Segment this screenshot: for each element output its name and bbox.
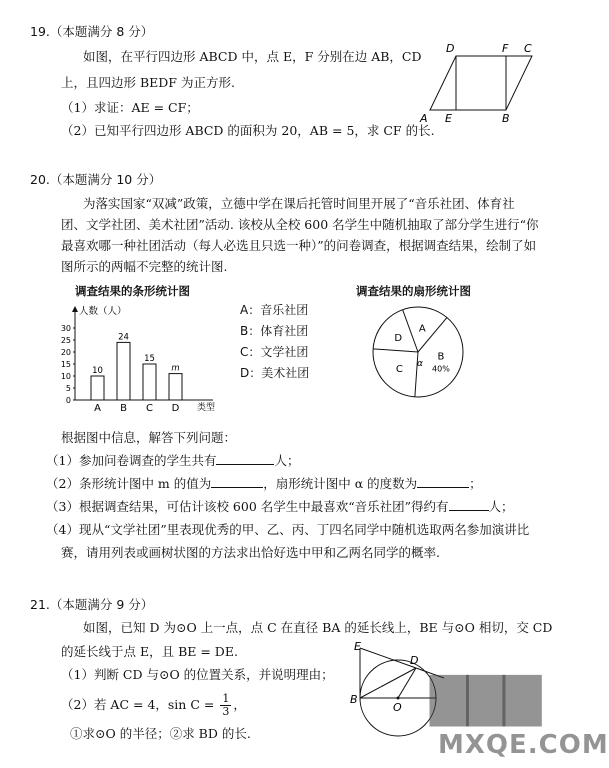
label-D2: D bbox=[410, 654, 419, 667]
q20-item1 bbox=[46, 451, 299, 469]
watermark-seal: ▇▇▇ bbox=[430, 668, 540, 726]
y-tick-label: 25 bbox=[60, 336, 71, 345]
legend-item-c: C：文学社团 bbox=[240, 345, 309, 359]
pie-chart-title: 调查结果的扇形统计图 bbox=[356, 284, 471, 298]
label-B2: B bbox=[350, 693, 358, 706]
pie-slice-label-A: A bbox=[418, 323, 426, 335]
pie-angle-label: α bbox=[417, 359, 423, 369]
q21-item2-text: （2）若 AC = 4，sin C = bbox=[61, 697, 215, 712]
fraction-denominator: 3 bbox=[222, 705, 230, 718]
label-C: C bbox=[524, 42, 532, 55]
q20-item2-tail: ； bbox=[469, 476, 482, 491]
label-E2: E bbox=[354, 640, 361, 653]
q20-para-4: 图所示的两幅不完整的统计图. bbox=[61, 259, 228, 274]
bar-chart bbox=[55, 300, 225, 418]
x-tick-label-B: B bbox=[120, 403, 127, 414]
sin-fraction bbox=[220, 693, 231, 718]
y-tick-label: 5 bbox=[65, 384, 71, 393]
q20-item3-tail: 人； bbox=[488, 499, 514, 514]
legend-item-b: B：体育社团 bbox=[240, 324, 309, 338]
y-axis-arrow bbox=[72, 306, 78, 312]
bar-chart-title: 调查结果的条形统计图 bbox=[75, 284, 190, 298]
legend bbox=[240, 300, 309, 384]
bar-A bbox=[91, 376, 104, 400]
q20-item2-mid: ，扇形统计图中 α 的度数为 bbox=[263, 476, 418, 491]
q20-prompt: 根据图中信息，解答下列问题： bbox=[61, 430, 237, 445]
pie-slice-label-D: D bbox=[394, 333, 403, 345]
q19-header: 19.（本题满分 8 分） bbox=[30, 24, 154, 39]
y-tick-label: 10 bbox=[60, 372, 71, 381]
y-tick-label: 30 bbox=[60, 324, 71, 333]
q19-item1: （1）求证：AE = CF； bbox=[61, 100, 199, 115]
q20-item2 bbox=[46, 474, 482, 492]
pie-slice-label-B: B bbox=[437, 351, 445, 363]
q20-para-3: 最喜欢哪一种社团活动（每人必选且只选一种）”的问卷调查，根据调查结果，绘制了如 bbox=[61, 238, 537, 253]
x-tick-label-D: D bbox=[171, 403, 180, 414]
q20-item4a: （4）现从“文学社团”里表现优秀的甲、乙、丙、丁四名同学中随机选取两名参加演讲比 bbox=[46, 522, 530, 537]
fraction-numerator: 1 bbox=[222, 692, 230, 705]
pie-chart bbox=[368, 302, 468, 402]
pie-percent-label-B: 40% bbox=[432, 364, 450, 374]
bar-B bbox=[117, 342, 130, 400]
q20-item1-tail: 人； bbox=[274, 453, 300, 468]
q21-item1: （1）判断 CD 与⊙O 的位置关系，并说明理由； bbox=[61, 667, 334, 682]
answer-blank-2[interactable] bbox=[211, 475, 263, 488]
q20-item4b: 赛，请用列表或画树状图的方法求出恰好选中甲和乙两名同学的概率. bbox=[61, 545, 440, 560]
answer-blank-3[interactable] bbox=[417, 475, 469, 488]
label-D: D bbox=[446, 42, 455, 55]
y-tick-label: 15 bbox=[60, 360, 71, 369]
q19-line1: 如图，在平行四边形 ABCD 中，点 E，F 分别在边 AB，CD bbox=[83, 49, 422, 64]
x-axis-label: 类型 bbox=[197, 403, 216, 413]
q20-item3 bbox=[46, 497, 514, 515]
bar-D bbox=[169, 374, 182, 400]
q21-line1: 如图，已知 D 为⊙O 上一点，点 C 在直径 BA 的延长线上，BE 与⊙O 相切，交 CD bbox=[83, 620, 553, 635]
q19-item2: （2）已知平行四边形 ABCD 的面积为 20，AB = 5，求 CF 的长. bbox=[61, 123, 435, 138]
bar-value-label-C: 15 bbox=[144, 354, 155, 364]
q20-para-1: 为落实国家“双减”政策，立德中学在课后托管时间里开展了“音乐社团、体育社 bbox=[83, 196, 515, 211]
bar-C bbox=[143, 364, 156, 400]
label-F: F bbox=[502, 42, 509, 55]
q19-line2: 上，且四边形 BEDF 为正方形. bbox=[61, 75, 235, 90]
q21-line2: 的延长线于点 E，且 BE = DE. bbox=[61, 644, 238, 659]
label-E: E bbox=[445, 112, 452, 125]
q20-item1-text: （1）参加问卷调查的学生共有 bbox=[46, 453, 217, 468]
q21-item2-tail: ， bbox=[233, 697, 246, 712]
legend-item-d: D：美术社团 bbox=[240, 366, 310, 380]
label-B: B bbox=[502, 112, 510, 125]
answer-blank-1[interactable] bbox=[216, 452, 274, 465]
y-tick-label: 20 bbox=[60, 348, 71, 357]
q21-item3: ①求⊙O 的半径；②求 BD 的长. bbox=[70, 726, 251, 741]
pie-slice-label-C: C bbox=[395, 364, 403, 376]
y-axis-label: 人数（人） bbox=[79, 306, 127, 317]
q20-item3-text: （3）根据调查结果，可估计该校 600 名学生中最喜欢“音乐社团”得约有 bbox=[46, 499, 449, 514]
q20-para-2: 团、文学社团、美术社团”活动. 该校从全校 600 名学生中随机抽取了部分学生进行“你 bbox=[61, 217, 539, 232]
bar-value-label-A: 10 bbox=[92, 366, 103, 376]
label-A: A bbox=[420, 112, 428, 125]
q19-parallelogram-figure bbox=[418, 38, 548, 128]
q20-item2-text: （2）条形统计图中 m 的值为 bbox=[46, 476, 212, 491]
bar-value-label-D: m bbox=[171, 363, 180, 374]
bar-value-label-B: 24 bbox=[118, 332, 129, 343]
q21-item2 bbox=[61, 693, 246, 718]
x-tick-label-C: C bbox=[146, 403, 153, 414]
label-O: O bbox=[393, 701, 402, 714]
answer-blank-4[interactable] bbox=[449, 498, 489, 511]
x-tick-label-A: A bbox=[94, 403, 101, 414]
y-tick-label: 0 bbox=[65, 396, 71, 405]
q20-header: 20.（本题满分 10 分） bbox=[30, 172, 162, 187]
legend-item-a: A：音乐社团 bbox=[240, 303, 309, 317]
q21-header: 21.（本题满分 9 分） bbox=[30, 597, 154, 612]
watermark-text: MXQE.COM bbox=[438, 730, 609, 760]
